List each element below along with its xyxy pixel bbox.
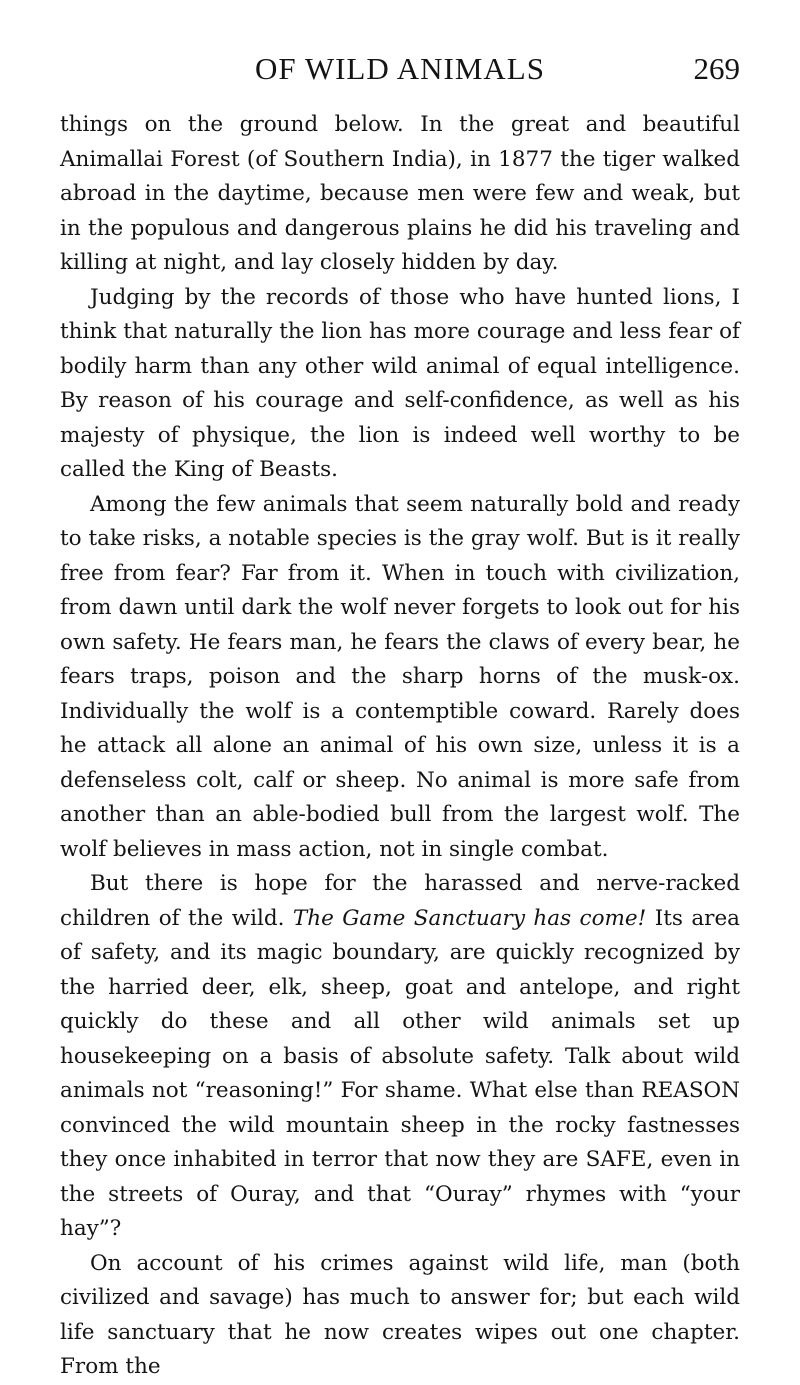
paragraph-4-italic: The Game Sanctuary has come! bbox=[292, 905, 647, 931]
body-text bbox=[60, 108, 740, 1385]
running-title: OF WILD ANIMALS bbox=[255, 51, 545, 86]
paragraph-4-before: But there is hope for the harassed and nerve-racked children of the wild. bbox=[60, 871, 740, 931]
paragraph-4 bbox=[60, 867, 740, 1247]
paragraph-1: things on the ground below. In the great and beautiful Animallai Forest (of Southern India), in 1877 the tiger walked abroad in the daytime, because men were few and weak, but in the populous and dangerous plains he did his traveling and killing at night, and lay closely hidden by day. bbox=[60, 112, 740, 275]
page-number: 269 bbox=[693, 51, 740, 86]
paragraph-4-after: Its area of safety, and its magic boundary, are quickly recognized by the harried deer, elk, sheep, goat and antelope, and right quickly do these and all other wild animals set up housekeeping on a basis of absolute safety. Talk about wild animals not “reasoning!” For shame. What else than REASON convinced the wild mountain sheep in the rocky fastnesses they once inhabited in terror that now they are SAFE, even in the streets of Ouray, and that “Ouray” rhymes with “your hay”? bbox=[60, 905, 740, 1241]
paragraph-5: On account of his crimes against wild life, man (both civilized and savage) has much to answer for; but each wild life sanctuary that he now creates wipes out one chapter. From the bbox=[60, 1250, 740, 1379]
running-head bbox=[60, 46, 740, 92]
paragraph-3: Among the few animals that seem naturally bold and ready to take risks, a notable species is the gray wolf. But is it really free from fear? Far from it. When in touch with civilization, from dawn until dark the wolf never forgets to look out for his own safety. He fears man, he fears the claws of every bear, he fears traps, poison and the sharp horns of the musk-ox. Individually the wolf is a contemptible coward. Rarely does he attack all alone an animal of his own size, unless it is a defenseless colt, calf or sheep. No animal is more safe from another than an able-bodied bull from the largest wolf. The wolf believes in mass action, not in single combat. bbox=[60, 491, 740, 862]
paragraph-2: Judging by the records of those who have hunted lions, I think that naturally the lion has more courage and less fear of bodily harm than any other wild animal of equal intelligence. By reason of his courage and self-confidence, as well as his majesty of physique, the lion is indeed well worthy to be called the King of Beasts. bbox=[60, 284, 740, 482]
